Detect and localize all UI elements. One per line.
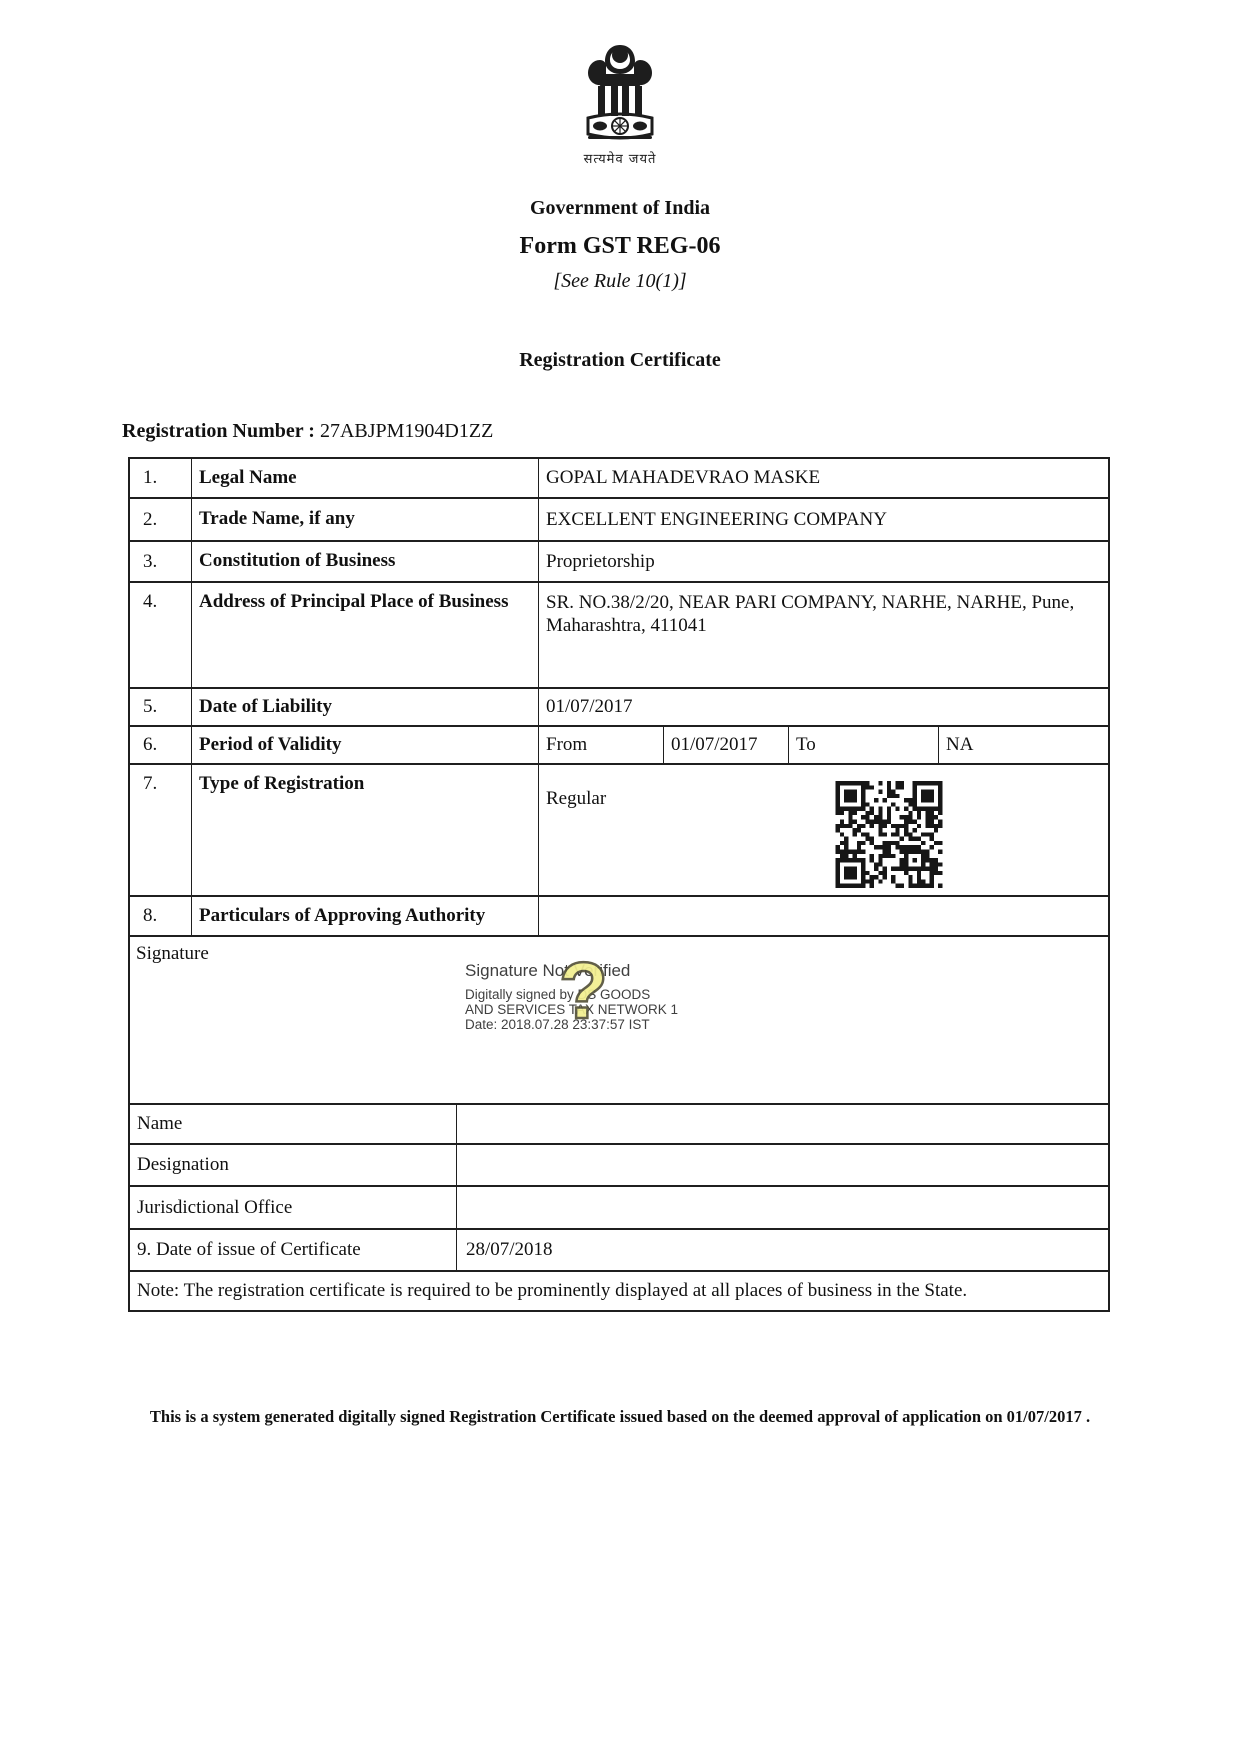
row-value [539, 897, 1108, 935]
row-value [539, 727, 1108, 763]
table-row-jurisdictional-office [130, 1187, 1108, 1230]
registration-number-label: Registration Number : [122, 420, 315, 442]
row-number: 1. [130, 459, 192, 497]
system-generated-footer: This is a system generated digitally signed Registration Certificate issued based on the deemed approval of application on 01/07/2017 . [149, 1407, 1091, 1426]
row-label: Name [130, 1105, 457, 1143]
row-label: Jurisdictional Office [130, 1187, 457, 1228]
table-row-date-of-liability [130, 689, 1108, 727]
row-label: Type of Registration [192, 765, 539, 895]
row-number: 2. [130, 499, 192, 540]
question-mark-seal-icon: ? [559, 946, 608, 1035]
registration-number-value: 27ABJPM1904D1ZZ [319, 420, 494, 442]
india-emblem-icon [560, 42, 680, 147]
qr-code [835, 781, 943, 888]
row-value: EXCELLENT ENGINEERING COMPANY [546, 508, 887, 530]
row-value [457, 1145, 1108, 1185]
row-value: 01/07/2017 [546, 696, 633, 718]
registration-table [128, 457, 1110, 1312]
table-row-address [130, 583, 1108, 689]
header-rule-reference: [See Rule 10(1)] [553, 270, 687, 292]
row-label: Address of Principal Place of Business [192, 583, 539, 687]
signature-status-text: Signature Not Verified [465, 961, 631, 980]
table-row-name [130, 1105, 1108, 1145]
signature-cell [130, 937, 1108, 1103]
signature-row [130, 937, 1108, 1105]
row-value: Proprietorship [546, 550, 655, 572]
header-government: Government of India [530, 197, 710, 219]
row-value: 28/07/2018 [466, 1239, 553, 1260]
signature-signed-by-line1: Digitally signed by DS GOODS [465, 987, 651, 1003]
registration-type-value: Regular [546, 788, 607, 809]
table-row-date-of-issue [130, 1230, 1108, 1272]
signature-label: Signature [136, 943, 209, 964]
row-label: Constitution of Business [192, 542, 539, 581]
table-row-designation [130, 1145, 1108, 1187]
table-row-constitution [130, 542, 1108, 583]
row-number: 7. [130, 765, 192, 895]
emblem-block [560, 42, 680, 167]
note-row [130, 1272, 1108, 1310]
row-label: 9. Date of issue of Certificate [130, 1230, 457, 1270]
validity-to-label: To [789, 727, 939, 763]
table-row-period-of-validity [130, 727, 1108, 765]
table-row-approving-authority [130, 897, 1108, 937]
table-row-type-of-registration [130, 765, 1108, 897]
table-row-trade-name [130, 499, 1108, 542]
row-label: Particulars of Approving Authority [192, 897, 539, 935]
row-label: Trade Name, if any [192, 499, 539, 540]
row-value [457, 1187, 1108, 1228]
signature-signed-by-line2: AND SERVICES TAX NETWORK 1 [465, 1002, 679, 1018]
row-number: 8. [130, 897, 192, 935]
row-label: Legal Name [192, 459, 539, 497]
row-number: 5. [130, 689, 192, 725]
validity-to-value: NA [946, 734, 974, 756]
row-value: GOPAL MAHADEVRAO MASKE [546, 467, 821, 489]
row-label: Designation [130, 1145, 457, 1185]
row-label: Period of Validity [192, 727, 539, 763]
validity-from-value: 01/07/2017 [664, 727, 789, 763]
signature-date-line: Date: 2018.07.28 23:37:57 IST [465, 1017, 650, 1033]
header-form-title: Form GST REG-06 [519, 233, 721, 259]
row-label: Date of Liability [192, 689, 539, 725]
table-row-legal-name [130, 459, 1108, 499]
emblem-motto: सत्यमेव जयते [583, 152, 657, 167]
row-value [457, 1105, 1108, 1143]
row-number: 6. [130, 727, 192, 763]
page-title: Registration Certificate [519, 349, 721, 371]
row-number: 3. [130, 542, 192, 581]
row-value: SR. NO.38/2/20, NEAR PARI COMPANY, NARHE, NARHE, Pune, Maharashtra, 411041 [546, 592, 1075, 637]
validity-from-label: From [539, 727, 664, 763]
registration-number-line [122, 420, 1240, 443]
note-text: Note: The registration certificate is required to be prominently displayed at all places of business in the State. [137, 1280, 968, 1301]
row-value [539, 765, 1108, 895]
row-number: 4. [130, 583, 192, 687]
